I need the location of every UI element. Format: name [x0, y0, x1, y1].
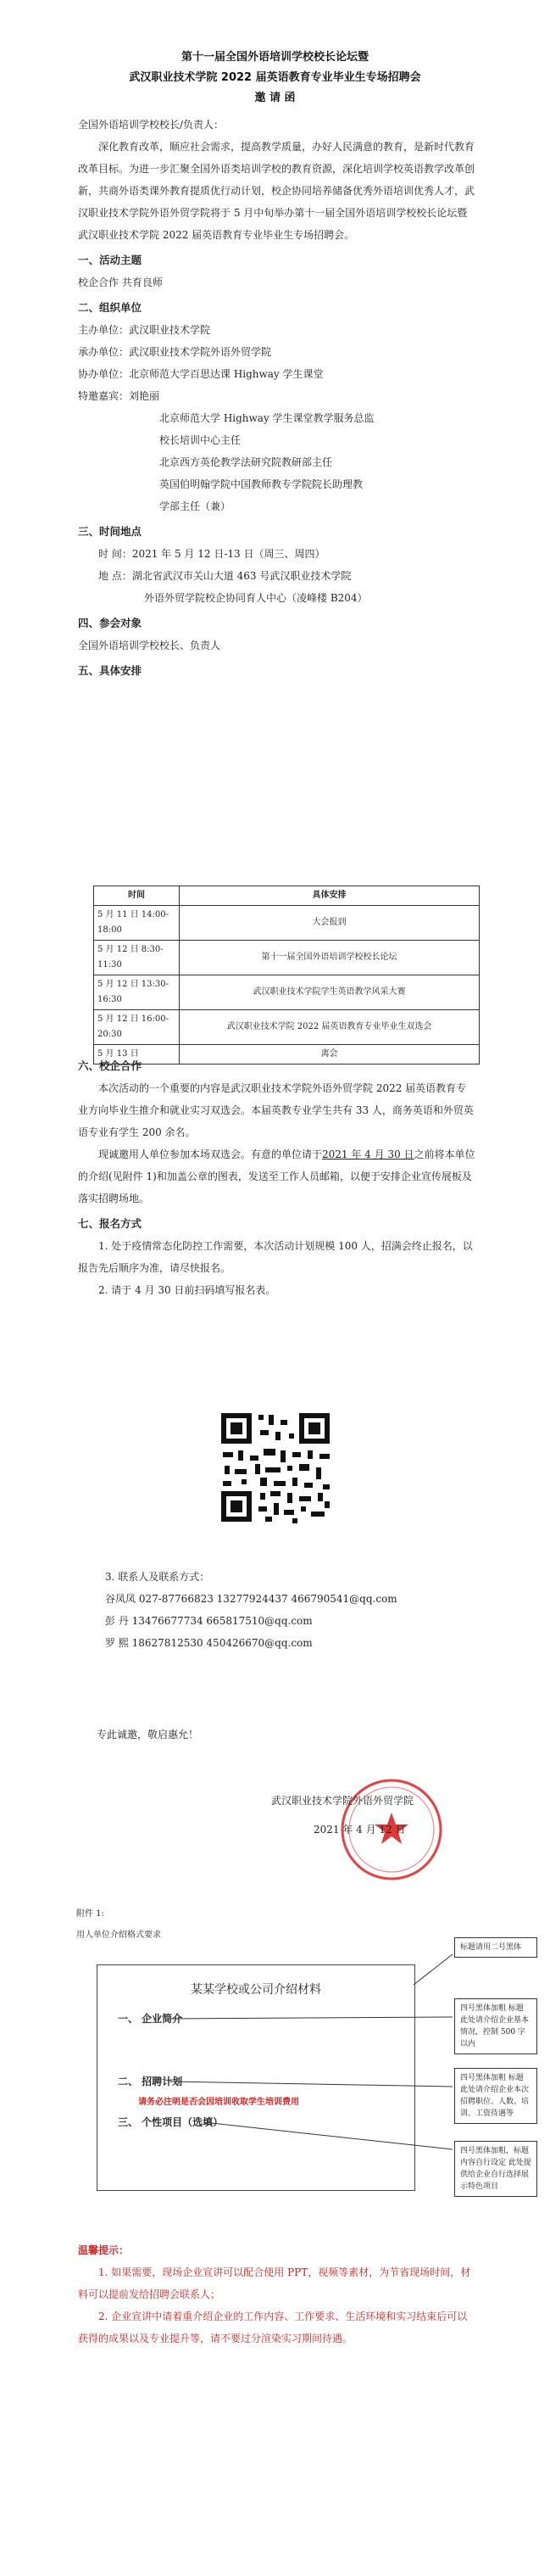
guest-titles: [78, 407, 476, 517]
sample-item-2: 二、 招聘计划: [118, 2076, 183, 2087]
salutation: 全国外语培训学校校长/负责人：: [78, 119, 225, 131]
schedule-table: [93, 886, 480, 1064]
reminder-item-1: 1. 如果需要，现场企业宣讲可以配合使用 PPT，视频等素材，为节省现场时间，材料可以提前发给招聘会联系人；: [78, 2266, 471, 2300]
event-place-line-2: 外语外贸学院校企协同育人中心（凌峰楼 B204）: [144, 592, 368, 604]
reminder-item-2: 2. 企业宣讲中请着重介绍企业的工作内容、工作要求、生活环境和实习结束后可以获得的成果以及专业提升等，请不要过分渲染实习期间待遇。: [78, 2311, 468, 2344]
co-organizer-unit: 协办单位：北京师范大学百思达课 Highway 学生课堂: [78, 368, 324, 380]
cell-activity: 离会: [180, 1045, 480, 1064]
letter-body: [78, 114, 476, 682]
event-time: 时 间：2021 年 5 月 12 日-13 日（周三、周四）: [98, 548, 325, 560]
section-5-heading: 五、具体安排: [78, 664, 142, 677]
section-3-heading: 三、时间地点: [78, 525, 142, 538]
section-4-text: 全国外语培训学校校长、负责人: [78, 640, 221, 651]
letter-body-2: [78, 1052, 476, 1301]
contact-line: 罗 熙 18627812530 450426670@qq.com: [105, 1637, 313, 1649]
text-span: 现诚邀用人单位参加本场双选会。有意的单位请于: [98, 1148, 323, 1160]
sample-item-1: 一、 企业简介: [118, 2013, 183, 2025]
annex-subtitle: 用人单位介绍格式要求: [76, 1931, 161, 1940]
signature-date: 2021 年 4 月 12 日: [314, 1824, 406, 1836]
guest-title-line: 英国伯明翰学院中国教师教专学院院长助理教: [159, 478, 364, 490]
table-row: [94, 906, 480, 941]
guest-title-line: 校长培训中心主任: [159, 434, 242, 446]
reminder-block: [78, 2239, 476, 2350]
cell-activity: 第十一届全国外语培训学校校长论坛: [180, 941, 480, 975]
annotation-note-title-font: 标题请用二号黑体: [454, 1937, 537, 1958]
section-1-heading: 一、活动主题: [78, 254, 142, 266]
qr-code-icon[interactable]: [216, 1408, 335, 1527]
section-7-heading: 七、报名方式: [78, 1217, 142, 1230]
annotation-note-intro: 四号黑体加粗 标题 此处请介绍企业基本情况，控制 500 字以内: [454, 1998, 537, 2054]
table-row: [94, 941, 480, 975]
host-unit: 主办单位：武汉职业技术学院: [78, 324, 211, 336]
closing-text: 专此诚邀，敬启惠允！: [97, 1729, 199, 1741]
title-line-1: 第十一届全国外语培训学校校长论坛暨: [181, 51, 369, 64]
event-place: 地 点：湖北省武汉市关山大道 463 号武汉职业技术学院: [98, 570, 352, 582]
registration-item-1: 1. 处于疫情常态化防控工作需要，本次活动计划规模 100 人，招满会终止报名，以报告先后顺序为准，请尽快报名。: [78, 1240, 473, 1274]
guest-title-line: 北京西方英伦教学法研究院教研部主任: [159, 456, 333, 468]
annotation-note-recruitment: 四号黑体加粗 标题 此处请介绍企业本次招聘职位、人数、培训、工资待遇等: [454, 2068, 537, 2124]
fee-warning: 请务必注明是否会因培训收取学生培训费用: [138, 2098, 299, 2107]
schedule-table-wrap: [51, 879, 492, 1064]
sample-item-3: 三、 个性项目（选填）: [118, 2116, 224, 2128]
contact-heading: 3. 联系人及联系方式：: [105, 1571, 210, 1583]
section-6-paragraph-2: [78, 1143, 476, 1210]
annex-title: 附件 1:: [76, 1909, 104, 1919]
table-row: [94, 1010, 480, 1045]
section-6-heading: 六、校企合作: [78, 1059, 142, 1072]
section-2-heading: 二、组织单位: [78, 301, 142, 314]
cell-time: 5 月 11 日 14:00-18:00: [94, 906, 180, 941]
organizer-unit: 承办单位：武汉职业技术学院外语外贸学院: [78, 346, 272, 358]
cell-time: 5 月 12 日 16:00-20:30: [94, 1010, 180, 1045]
contact-block: [105, 1566, 503, 1654]
registration-item-2: 2. 请于 4 月 30 日前扫码填写报名表。: [98, 1284, 276, 1296]
intro-paragraph: 深化教育改革，顺应社会需求，提高教学质量，办好人民满意的教育，是新时代教育改革目标。为进一步汇聚全国外语类培训学校的教育资源，深化培训学校英语教学改革创新，共商外语类课外教育提质优行动计划，校企协同培养储备优秀外语培训优秀人才，武汉职业技术学院外语外贸学院将于 5 月中旬举办第十一届全国外语培训学校校长论坛暨武汉职业技术学院 2022 届英语教育专业毕业生专场招聘会。: [78, 141, 475, 241]
title-line-3: 邀 请 函: [254, 92, 296, 104]
section-4-heading: 四、参会对象: [78, 617, 142, 629]
guest-title-line: 北京师范大学 Highway 学生课堂教学服务总监: [159, 412, 375, 424]
reminder-heading: 温馨提示：: [78, 2244, 130, 2256]
column-header-activity: 具体安排: [180, 886, 480, 906]
annotation-note-custom: 四号黑体加粗，标题 内容自行设定 此处提供给企业自行选择展示特色项目: [454, 2141, 537, 2197]
qr-code-graphic: [216, 1408, 335, 1527]
title-line-2: 武汉职业技术学院 2022 届英语教育专业毕业生专场招聘会: [129, 71, 421, 84]
special-guest: 特邀嘉宾：刘艳丽: [78, 390, 160, 402]
contact-line: 彭 丹 13476677734 665817510@qq.com: [105, 1615, 313, 1627]
table-row: [94, 975, 480, 1010]
text-span: 之前将本单位的介绍(见附件 1)和加盖公章的图表，发送至工作人员邮箱，以便于安排企业宣传展板及落实招聘场地。: [78, 1148, 475, 1204]
sample-doc-title: 某某学校或公司介绍材料: [191, 1983, 321, 1997]
column-header-time: 时间: [94, 886, 180, 906]
cell-activity: 武汉职业技术学院学生英语教学风采大赛: [180, 975, 480, 1010]
table-header-row: [94, 886, 480, 906]
contact-line: 谷凤凤 027-87766823 13277924437 466790541@qq.com: [105, 1593, 397, 1605]
title-block: [0, 47, 550, 109]
guest-title-line: 学部主任（兼）: [159, 500, 231, 512]
signature-org: 武汉职业技术学院外语外贸学院: [271, 1795, 414, 1807]
cell-activity: 大会报到: [180, 906, 480, 941]
cell-time: 5 月 13 日: [94, 1045, 180, 1064]
cell-time: 5 月 12 日 13:30-16:30: [94, 975, 180, 1010]
section-1-text: 校企合作 共育良师: [78, 277, 163, 288]
cell-activity: 武汉职业技术学院 2022 届英语教育专业毕业生双选会: [180, 1010, 480, 1045]
section-6-paragraph-1: 本次活动的一个重要的内容是武汉职业技术学院外语外贸学院 2022 届英语教育专业方向毕业生推介和就业实习双选会。本届英教专业学生共有 33 人，商务英语和外贸英语专业有学生 200 余名。: [78, 1082, 474, 1138]
deadline-text: 2021 年 4 月 30 日: [322, 1148, 414, 1160]
cell-time: 5 月 12 日 8:30-11:30: [94, 941, 180, 975]
